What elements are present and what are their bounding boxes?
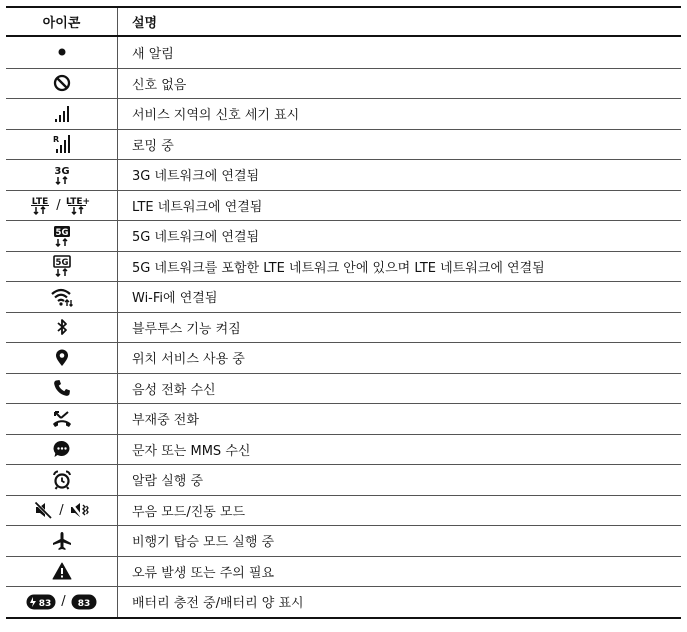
bluetooth-icon [56,318,68,336]
row-description: 5G 네트워크에 연결됨 [132,230,260,246]
table-row [6,220,681,251]
svg-text:LTE: LTE [32,197,49,208]
table-row [6,312,681,343]
table-row [6,342,681,373]
table-row [6,68,681,99]
dot-icon [58,48,66,56]
table-row [6,129,681,160]
table-row [6,373,681,404]
row-description: 로밍 중 [132,138,174,154]
table-row [6,556,681,587]
phone-icon [53,379,71,397]
row-description: 신호 없음 [132,77,187,93]
5g-icon [53,225,71,247]
row-description: 음성 전화 수신 [132,382,216,398]
svg-text:3G: 3G [53,165,70,177]
table-row [6,586,681,617]
row-description: 서비스 지역의 신호 세기 표시 [132,108,300,124]
roaming-letter: R [52,135,59,145]
table-row [6,464,681,495]
table-row [6,281,681,312]
table-row [6,495,681,526]
row-description: 위치 서비스 사용 중 [132,352,245,368]
battery-level-icon [71,594,97,610]
icon-table [6,6,681,619]
lte-icon [29,194,51,216]
table-row [6,37,681,68]
row-description: 부재중 전화 [132,413,199,429]
svg-text:83: 83 [77,598,90,609]
row-description: 3G 네트워크에 연결됨 [132,169,260,185]
5g-lte-icon [53,255,71,277]
alarm-icon [52,470,72,490]
warning-icon [52,562,72,580]
wifi-icon [50,287,74,307]
svg-text:83: 83 [39,598,52,609]
table-row [6,98,681,129]
lte-plus-icon [66,194,94,216]
icon-separator: / [61,594,66,610]
roaming-icon [53,134,71,154]
description-column-header: 설명 [132,16,158,31]
svg-text:LTE+: LTE+ [65,197,90,208]
3g-icon [53,164,71,186]
row-description: 비행기 탑승 모드 실행 중 [132,535,275,551]
row-description: 5G 네트워크를 포함한 LTE 네트워크 안에 있으며 LTE 네트워크에 연결됨 [132,260,545,276]
icon-separator: / [56,197,61,213]
signal-bars-icon [54,105,70,123]
table-row [6,251,681,282]
table-row [6,525,681,556]
icon-column-header: 아이콘 [6,8,118,35]
row-description: 배터리 충전 중/배터리 양 표시 [132,596,304,612]
svg-text:5G: 5G [55,258,68,269]
table-row [6,159,681,190]
icon-separator: / [59,502,64,518]
table-row [6,434,681,465]
row-description: Wi-Fi에 연결됨 [132,291,218,307]
vibrate-icon [69,501,89,519]
row-description: 오류 발생 또는 주의 필요 [132,565,275,581]
svg-text:5G: 5G [55,227,68,238]
location-icon [55,349,69,367]
missed-call-icon [52,410,72,428]
mute-icon [34,501,54,519]
message-icon [53,440,71,458]
table-row [6,403,681,434]
battery-charging-icon [26,594,56,610]
row-description: 새 알림 [132,46,174,62]
row-description: 무음 모드/진동 모드 [132,504,246,520]
row-description: 알람 실행 중 [132,474,204,490]
table-header [6,8,681,37]
table-row [6,190,681,221]
no-signal-icon [53,74,71,92]
row-description: 블루투스 기능 켜짐 [132,321,241,337]
row-description: 문자 또는 MMS 수신 [132,443,251,459]
airplane-icon [52,531,72,551]
row-description: LTE 네트워크에 연결됨 [132,199,263,215]
